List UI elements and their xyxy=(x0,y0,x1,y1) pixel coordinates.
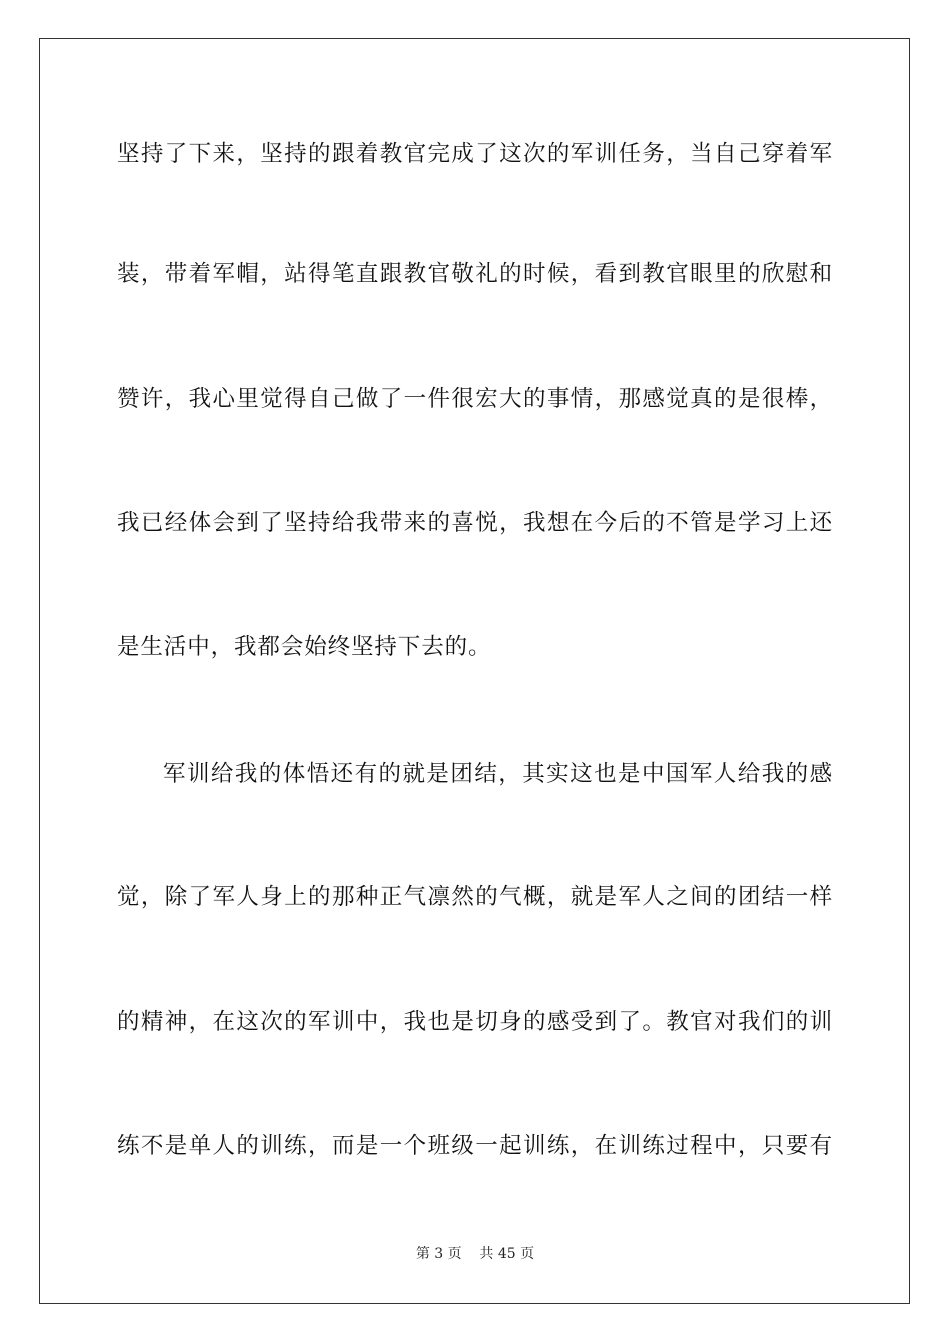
paragraph-first-line: 军训给我的体悟还有的就是团结，其实这也是中国军人给我的感 xyxy=(163,761,833,787)
body-text-line: 的精神，在这次的军训中，我也是切身的感受到了。教官对我们的训 xyxy=(117,1009,833,1035)
page-footer xyxy=(0,1245,950,1263)
body-text-line: 是生活中，我都会始终坚持下去的。 xyxy=(117,634,492,660)
body-text-line: 坚持了下来，坚持的跟着教官完成了这次的军训任务，当自己穿着军 xyxy=(117,141,833,167)
body-text-line: 我已经体会到了坚持给我带来的喜悦，我想在今后的不管是学习上还 xyxy=(117,510,833,536)
page-number-label: 第 3 页 共 45 页 xyxy=(415,1246,535,1262)
body-text-line: 觉，除了军人身上的那种正气凛然的气概，就是军人之间的团结一样 xyxy=(117,884,833,910)
body-text-line: 练不是单人的训练，而是一个班级一起训练，在训练过程中，只要有 xyxy=(117,1133,833,1159)
body-text-line: 装，带着军帽，站得笔直跟教官敬礼的时候，看到教官眼里的欣慰和 xyxy=(117,261,833,287)
body-text-line: 赞许，我心里觉得自己做了一件很宏大的事情，那感觉真的是很棒， xyxy=(117,386,833,412)
page-border xyxy=(39,38,910,1304)
